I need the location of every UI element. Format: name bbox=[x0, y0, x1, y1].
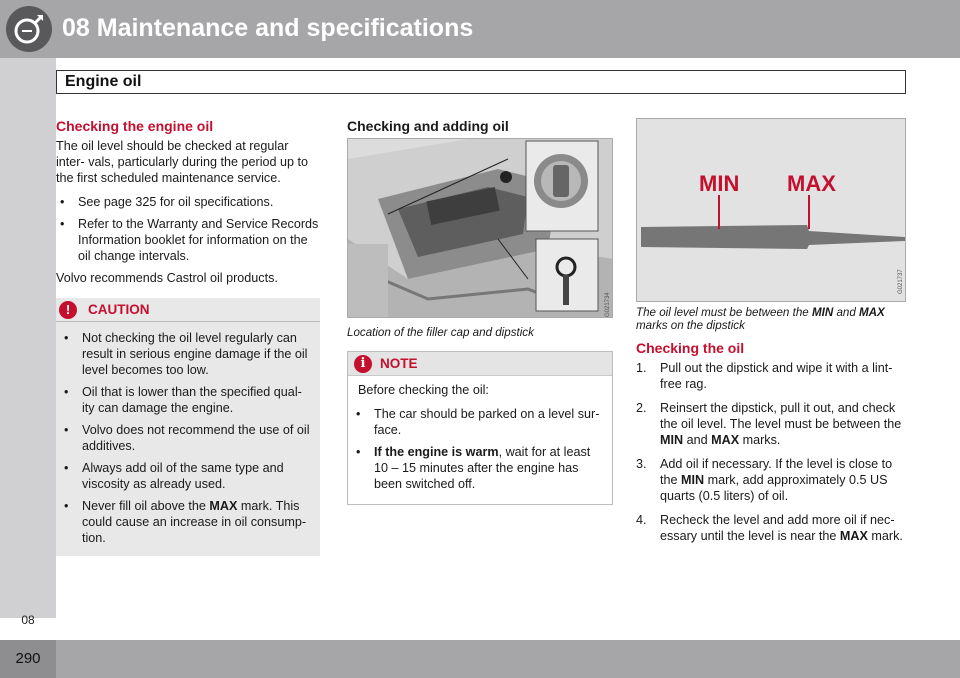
bullet-icon: • bbox=[356, 407, 361, 421]
note-intro: Before checking the oil: bbox=[358, 383, 489, 397]
list-item: • If the engine is warm, wait for at least 10 – 15 minutes after the engine has been switched off. bbox=[356, 445, 591, 491]
list-item: • Always add oil of the same type and viscosity as already used. bbox=[64, 461, 284, 491]
list-item: • Not checking the oil level regularly can result in serious engine damage if the oil level becomes too low. bbox=[64, 331, 308, 377]
section-title-bar bbox=[56, 70, 906, 94]
list-item: • Volvo does not recommend the use of oil additives. bbox=[64, 423, 310, 453]
dipstick-illustration bbox=[636, 118, 906, 302]
page-number-box bbox=[0, 640, 56, 678]
chapter-tab-number: 08 bbox=[21, 613, 35, 627]
dipstick-min-label: MIN bbox=[699, 171, 740, 196]
note-list bbox=[348, 406, 612, 492]
section-title: Engine oil bbox=[65, 73, 142, 90]
page-number: 290 bbox=[15, 650, 41, 667]
dipstick-drawing bbox=[637, 119, 906, 302]
intro-bullet-list bbox=[56, 194, 320, 264]
chapter-header bbox=[0, 0, 960, 58]
bullet-icon: • bbox=[60, 195, 65, 209]
caution-list bbox=[56, 330, 320, 546]
chapter-title: 08 Maintenance and specifications bbox=[62, 14, 474, 42]
column-middle bbox=[347, 118, 613, 505]
chapter-sidebar bbox=[0, 58, 56, 627]
note-box bbox=[347, 351, 613, 505]
list-item: • The car should be parked on a level sur- face. bbox=[356, 407, 600, 437]
bullet-icon: • bbox=[64, 331, 69, 345]
engine-bay-drawing bbox=[348, 139, 613, 318]
engine-bay-illustration bbox=[347, 138, 613, 318]
heading-checking-the-oil: Checking the oil bbox=[636, 340, 745, 356]
note-header bbox=[348, 352, 612, 376]
list-item: • Never fill oil above the MAX mark. This could cause an increase in oil consump- tion. bbox=[64, 499, 307, 545]
caution-box bbox=[56, 298, 320, 556]
volvo-logo-icon bbox=[6, 6, 52, 52]
figure-code: G021734 bbox=[605, 292, 611, 317]
list-item: 2. Reinsert the dipstick, pull it out, and check the oil level. The level must be between the MIN and MAX marks. bbox=[636, 401, 902, 447]
list-item: • Refer to the Warranty and Service Records Information booklet for information on the oil change intervals. bbox=[60, 217, 319, 263]
column-left bbox=[56, 118, 320, 556]
page-footer bbox=[0, 640, 960, 678]
recommend-paragraph: Volvo recommends Castrol oil products. bbox=[56, 271, 278, 285]
steps-list bbox=[636, 360, 906, 544]
warning-icon: ! bbox=[59, 301, 77, 319]
caution-label: CAUTION bbox=[88, 302, 150, 317]
bullet-icon: • bbox=[64, 461, 69, 475]
figure-code: G021737 bbox=[898, 269, 904, 294]
column-right bbox=[636, 118, 906, 552]
list-item: 3. Add oil if necessary. If the level is close to the MIN mark, add approximately 0.5 US quarts (0.5 liters) of oil. bbox=[636, 457, 893, 503]
bullet-icon: • bbox=[64, 499, 69, 513]
list-item: 1. Pull out the dipstick and wipe it with a lint- free rag. bbox=[636, 361, 893, 391]
intro-paragraph: The oil level should be checked at regular inter- vals, particularly during the period up to the first scheduled maintenance service. bbox=[56, 139, 309, 185]
caution-header bbox=[56, 298, 320, 322]
bullet-icon: • bbox=[356, 445, 361, 459]
heading-checking-adding-oil: Checking and adding oil bbox=[347, 118, 509, 134]
list-item: • See page 325 for oil specifications. bbox=[60, 195, 274, 209]
info-icon: i bbox=[354, 355, 372, 373]
bullet-icon: • bbox=[64, 385, 69, 399]
list-item: 4. Recheck the level and add more oil if nec- essary until the level is near the MAX mark. bbox=[636, 513, 903, 543]
figure-caption: Location of the filler cap and dipstick bbox=[347, 326, 534, 339]
figure-caption: The oil level must be between the MIN and MAX marks on the dipstick bbox=[636, 306, 885, 332]
dipstick-max-label: MAX bbox=[787, 171, 836, 196]
heading-checking-engine-oil: Checking the engine oil bbox=[56, 118, 214, 134]
list-item: • Oil that is lower than the specified qual- ity can damage the engine. bbox=[64, 385, 302, 415]
bullet-icon: • bbox=[64, 423, 69, 437]
bullet-icon: • bbox=[60, 217, 65, 231]
note-label: NOTE bbox=[380, 356, 418, 371]
